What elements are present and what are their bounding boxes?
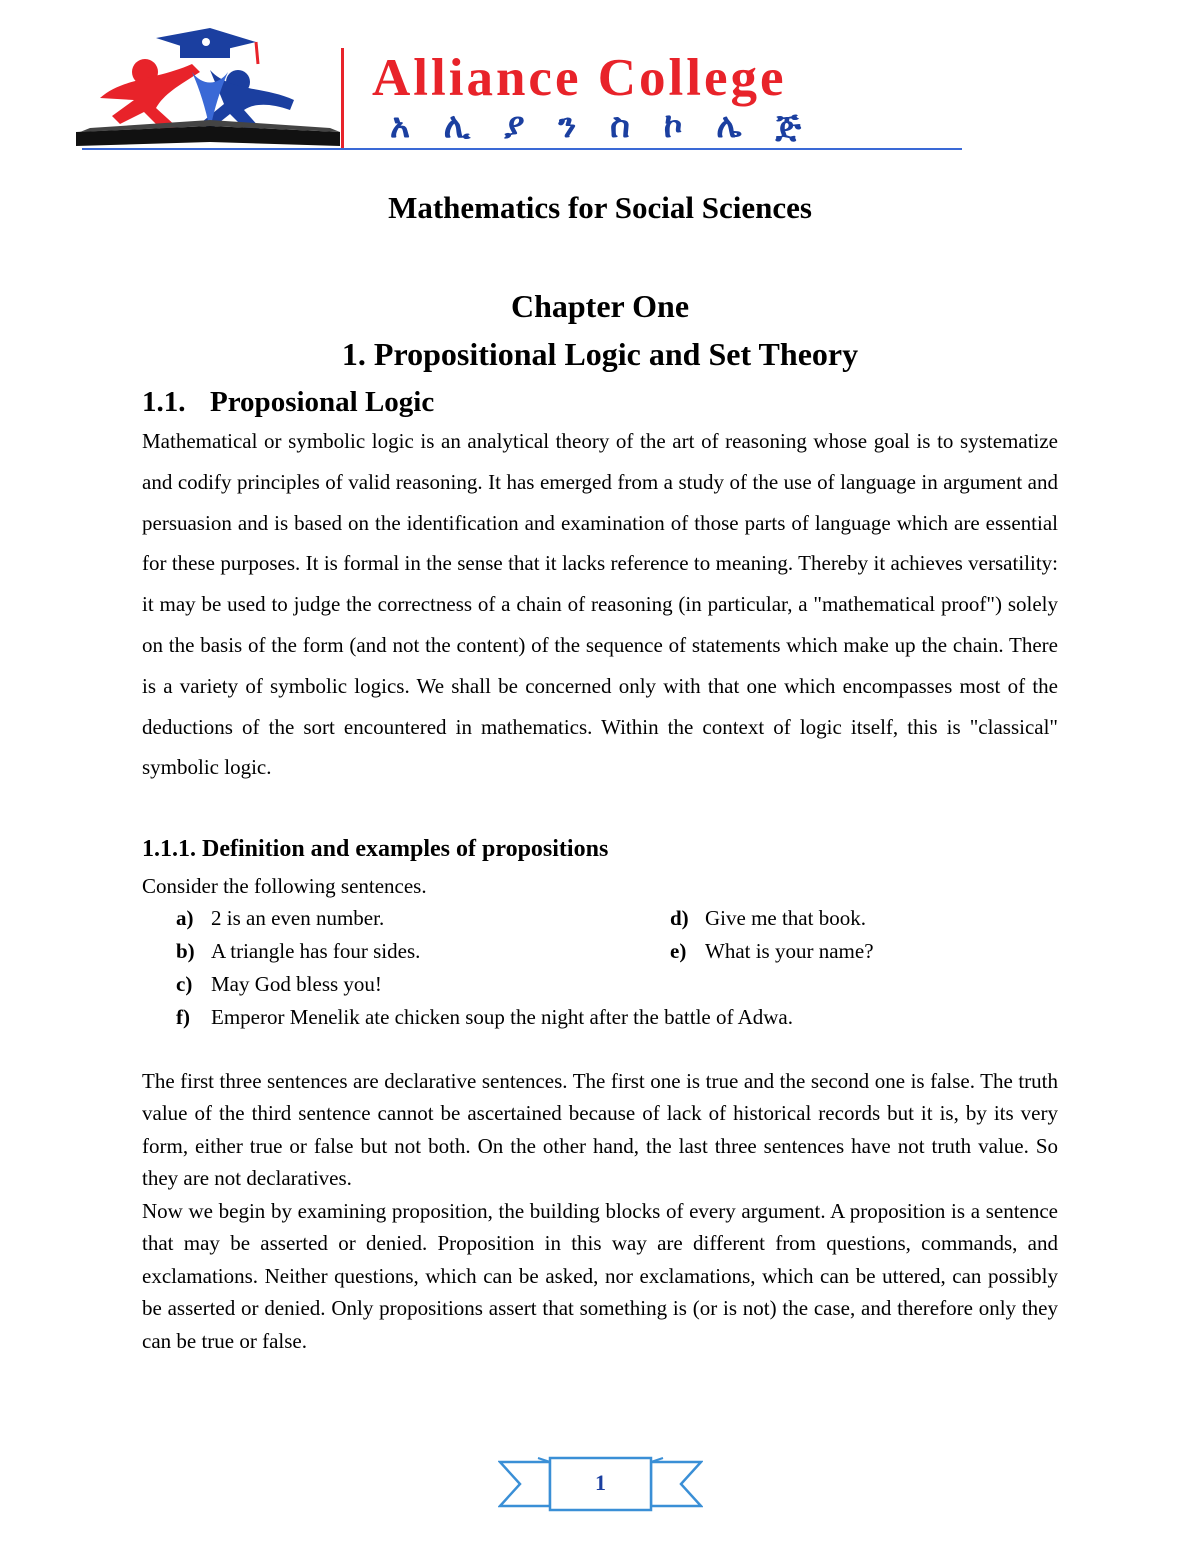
- college-logo: [60, 20, 360, 150]
- chapter-subtitle: 1. Propositional Logic and Set Theory: [341, 336, 859, 372]
- declarative-paragraph: The first three sentences are declarative sentences. The first one is true and the second one is false. The truth value of the third sentence cannot be ascertained because of lack of historical records but it is, by its very form, either true or false but not both. On the other hand, the last three sentences have not truth value. So they are not declaratives.: [142, 1069, 1058, 1191]
- section-title: Proposional Logic: [210, 386, 435, 418]
- list-item-text: Give me that book.: [705, 906, 866, 930]
- list-item-letter: e): [670, 939, 687, 963]
- proposition-paragraph: Now we begin by examining proposition, the building blocks of every argument. A proposition is a sentence that may be asserted or denied. Proposition in this way are different from questions, commands, and exclamations. Neither questions, which can be asked, nor exclamations, which can be uttered, can possibly be asserted or denied. Only propositions assert that something is (or is not) the case, and therefore only they can be true or false.: [142, 1199, 1058, 1353]
- list-item-letter: c): [176, 972, 193, 996]
- page-number: 1: [595, 1470, 606, 1495]
- list-item-letter: d): [670, 906, 689, 930]
- list-item: [670, 902, 866, 934]
- list-item-letter: f): [176, 1005, 190, 1029]
- brand-name-amharic: አ ሊ ያ ን ስ ኮ ሌ ጅ: [390, 106, 801, 146]
- open-book-icon: [76, 120, 340, 146]
- list-item: [176, 1001, 793, 1033]
- list-item-letter: a): [176, 906, 194, 930]
- list-item: [670, 935, 874, 967]
- college-header: [60, 20, 1140, 155]
- list-item-text: 2 is an even number.: [211, 906, 385, 930]
- list-item: [176, 902, 384, 934]
- list-item: [176, 935, 420, 967]
- list-item: [176, 968, 382, 1000]
- page-number-badge: [498, 1456, 703, 1512]
- student-figure-red-icon: [100, 59, 200, 132]
- intro-paragraph: Mathematical or symbolic logic is an analytical theory of the art of reasoning whose goal is to systematize and codify principles of valid reasoning. It has emerged from a study of the use of language in argument and persuasion and is based on the identification and examination of those parts of language which are essential for these purposes. It is formal in the sense that it lacks reference to meaning. Thereby it achieves versatility: it may be used to judge the correctness of a chain of reasoning (in particular, a "mathematical proof") solely on the basis of the form (and not the content) of the sequence of statements which make up the chain. There is a variety of symbolic logics. We shall be concerned only with that one which encompasses most of the deductions of the sort encountered in mathematics. Within the context of logic itself, this is "classical" symbolic logic.: [142, 429, 1058, 780]
- header-divider: [341, 48, 344, 148]
- list-item-text: A triangle has four sides.: [211, 939, 421, 963]
- document-title: Mathematics for Social Sciences: [388, 190, 812, 225]
- subsection-heading: 1.1.1. Definition and examples of propositions: [142, 836, 609, 862]
- graduation-cap-icon: [156, 28, 258, 64]
- header-rule: [82, 148, 962, 150]
- list-item-text: What is your name?: [705, 939, 874, 963]
- section-heading: [142, 386, 434, 419]
- chapter-title: Chapter One: [510, 288, 690, 324]
- list-item-text: May God bless you!: [211, 972, 382, 996]
- section-number: 1.1.: [142, 386, 186, 418]
- examples-intro: Consider the following sentences.: [142, 874, 427, 898]
- list-item-letter: b): [176, 939, 195, 963]
- brand-name: Alliance College: [372, 49, 787, 107]
- list-item-text: Emperor Menelik ate chicken soup the night after the battle of Adwa.: [211, 1005, 793, 1029]
